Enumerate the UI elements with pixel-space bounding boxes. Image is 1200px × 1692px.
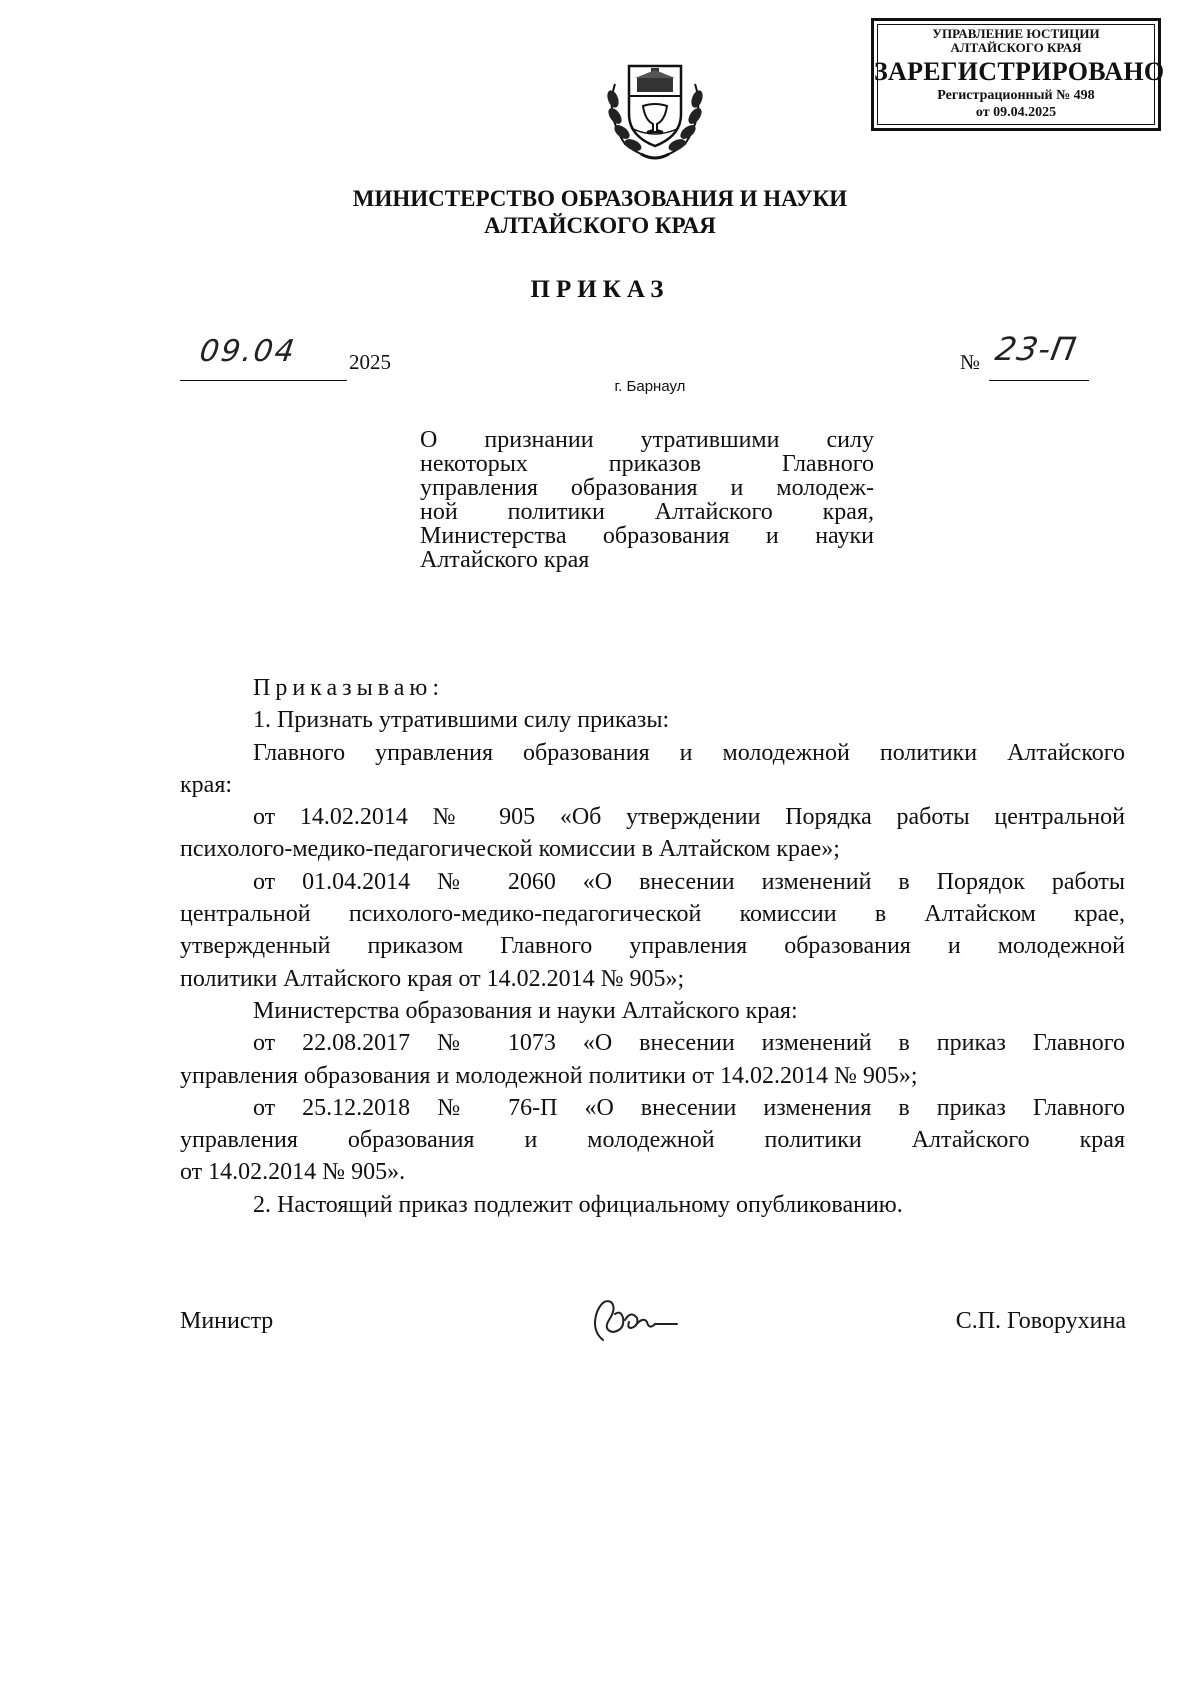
body-order-a-line: от 14.02.2014 № 905 «Об утверждении Порядка работы центральной (253, 804, 1125, 831)
body-intro: Приказываю: (253, 675, 444, 701)
body-order-b-line: от 01.04.2014 № 2060 «О внесении изменений в Порядок работы (253, 868, 1125, 895)
coat-of-arms-icon (595, 44, 715, 164)
body-order-b-line: политики Алтайского края от 14.02.2014 № 905»; (180, 965, 685, 992)
stamp-reg-number: Регистрационный № 498 (937, 88, 1095, 103)
subject-line: О признании утратившими силу (420, 427, 874, 453)
body-order-b-line: центральной психолого-медико-педагогической комиссии в Алтайском крае, (180, 901, 1125, 928)
ministry-name-line1: МИНИСТЕРСТВО ОБРАЗОВАНИЯ И НАУКИ (352, 186, 848, 211)
city-of-issue: г. Барнаул (614, 378, 686, 395)
body-order-b (180, 866, 1125, 995)
document-type-title: ПРИКАЗ (530, 276, 670, 303)
body-order-d-line: управления образования и молодежной политики Алтайского края (180, 1127, 1125, 1154)
body-order-a (180, 801, 1125, 866)
subject-line: Министерства образования и науки (420, 523, 874, 549)
ministry-name-line2: АЛТАЙСКОГО КРАЯ (484, 213, 716, 238)
signer-name: С.П. Говорухина (955, 1308, 1126, 1334)
subject-line: некоторых приказов Главного (420, 451, 874, 477)
order-number-handwritten: 23-П (992, 330, 1080, 368)
body-org-1-line: Главного управления образования и молодежной политики Алтайского (253, 739, 1125, 766)
body-order-c-line: управления образования и молодежной политики от 14.02.2014 № 905»; (180, 1062, 918, 1089)
body-org-1 (180, 737, 1125, 802)
signer-position: Министр (180, 1308, 274, 1334)
registration-stamp (871, 18, 1165, 131)
body-order-d-line: от 25.12.2018 № 76-П «О внесении изменения в приказ Главного (253, 1094, 1125, 1121)
stamp-org-line2: АЛТАЙСКОГО КРАЯ (950, 40, 1082, 55)
stamp-org-line1: УПРАВЛЕНИЕ ЮСТИЦИИ (932, 26, 1100, 41)
body-item-2: 2. Настоящий приказ подлежит официальному опубликованию. (253, 1191, 903, 1218)
body-org-1-cont: края: (180, 771, 233, 798)
body-order-c (180, 1027, 1125, 1092)
subject-line: Алтайского края (420, 547, 590, 573)
stamp-reg-date: от 09.04.2025 (975, 105, 1057, 120)
body-order-a-line: психолого-медико-педагогической комиссии в Алтайском крае»; (180, 836, 840, 863)
body-order-d (180, 1092, 1125, 1189)
body-order-c-line: от 22.08.2017 № 1073 «О внесении изменений в приказ Главного (253, 1030, 1125, 1057)
order-subject (420, 428, 874, 572)
body-org-2: Министерства образования и науки Алтайского края: (253, 997, 798, 1024)
order-body (180, 672, 1125, 1221)
order-year: 2025 (349, 350, 391, 374)
subject-line: ной политики Алтайского края, (420, 499, 874, 525)
handwritten-signature-icon (573, 1290, 683, 1350)
body-item-1: 1. Признать утратившими силу приказы: (253, 707, 670, 734)
body-order-d-line: от 14.02.2014 № 905». (180, 1159, 406, 1186)
subject-line: управления образования и молодеж- (420, 475, 874, 501)
order-number-label: № (960, 350, 981, 374)
stamp-title: ЗАРЕГИСТРИРОВАНО (874, 57, 1165, 86)
body-order-b-line: утвержденный приказом Главного управления образования и молодежной (180, 933, 1125, 960)
stamp-inner-frame (877, 24, 1155, 125)
order-date-handwritten: 09.04 (197, 334, 299, 369)
